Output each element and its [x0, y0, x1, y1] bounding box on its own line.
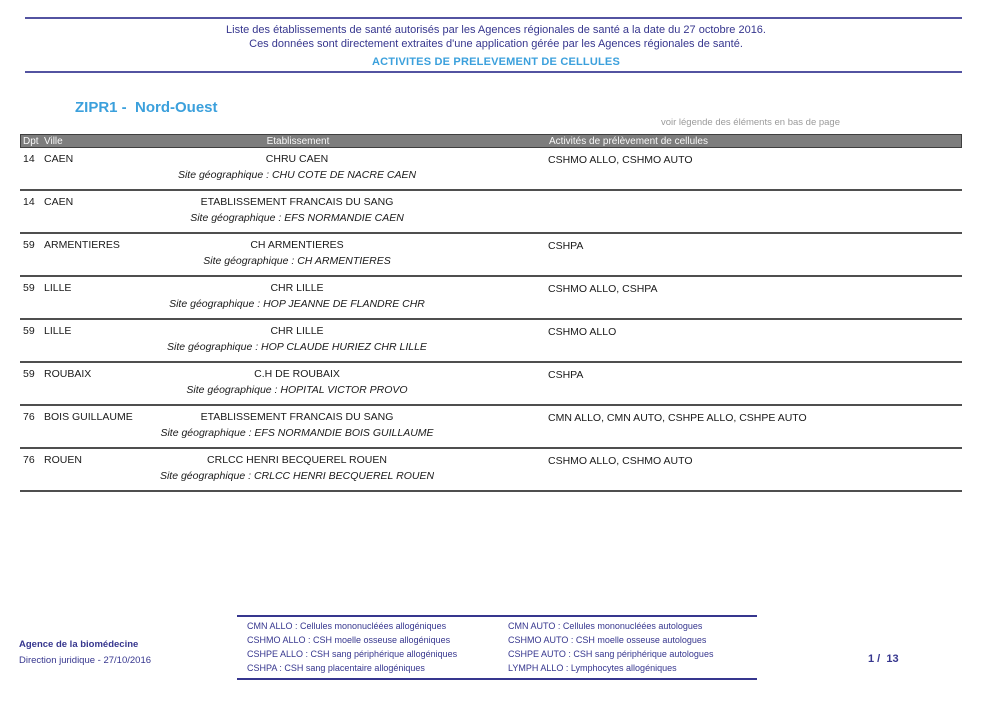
legend-column-right [508, 619, 757, 675]
row-etablissement: CRLCC HENRI BECQUEREL ROUEN [207, 454, 387, 466]
row-site-geographique: Site géographique : HOPITAL VICTOR PROVO [186, 384, 408, 396]
page-number: 1 / 13 [868, 653, 899, 665]
row-ville: CAEN [44, 196, 74, 208]
row-site-geographique: Site géographique : HOP JEANNE DE FLANDRE CHR [169, 298, 425, 310]
legend-entry: CSHPA : CSH sang placentaire allogéniques [247, 663, 425, 673]
legend-entry: CSHPE ALLO : CSH sang périphérique allogéniques [247, 649, 458, 659]
table-row [20, 363, 962, 406]
row-dpt: 14 [23, 153, 35, 165]
row-activites: CSHPA [548, 240, 584, 252]
header-bottom-rule [25, 71, 962, 73]
table-row [20, 406, 962, 449]
table-row [20, 449, 962, 492]
row-etablissement: CHRU CAEN [265, 153, 329, 165]
legend-box [237, 615, 757, 680]
header-top-rule [25, 17, 962, 19]
row-ville: LILLE [44, 282, 72, 294]
row-activites: CSHMO ALLO [548, 326, 617, 338]
header-line-1: Liste des établissements de santé autorisés par les Agences régionales de santé a la date du 27 octobre 2016. [226, 24, 766, 36]
row-ville: ROUEN [44, 454, 82, 466]
agency-name: Agence de la biomédecine [19, 639, 139, 650]
row-site-geographique: Site géographique : CRLCC HENRI BECQUEREL ROUEN [159, 470, 435, 482]
row-dpt: 59 [23, 325, 35, 337]
row-dpt: 59 [23, 282, 35, 294]
row-activites: CSHMO ALLO, CSHPA [548, 283, 658, 295]
row-etablissement: CHR LILLE [270, 325, 324, 337]
row-site-geographique: Site géographique : EFS NORMANDIE BOIS GUILLAUME [160, 427, 434, 439]
legend-entry: CSHPE AUTO : CSH sang périphérique autologues [508, 649, 714, 659]
row-etablissement: CH ARMENTIERES [250, 239, 344, 251]
column-header-dpt: Dpt [23, 136, 39, 147]
column-header-activites: Activités de prélèvement de cellules [549, 136, 708, 147]
row-activites: CSHMO ALLO, CSHMO AUTO [548, 455, 693, 467]
row-dpt: 14 [23, 196, 35, 208]
row-site-geographique: Site géographique : CH ARMENTIERES [203, 255, 391, 267]
row-ville: LILLE [44, 325, 72, 337]
row-etablissement: C.H DE ROUBAIX [254, 368, 340, 380]
legend-entry: CSHMO AUTO : CSH moelle osseuse autologues [508, 635, 707, 645]
agency-department-date: Direction juridique - 27/10/2016 [19, 655, 152, 666]
row-etablissement: CHR LILLE [270, 282, 324, 294]
row-site-geographique: Site géographique : EFS NORMANDIE CAEN [190, 212, 404, 224]
region-title: ZIPR1 - Nord-Ouest [75, 99, 218, 116]
establishments-table [20, 134, 962, 492]
header-subtitle: ACTIVITES DE PRELEVEMENT DE CELLULES [371, 56, 620, 68]
column-header-ville: Ville [44, 136, 63, 147]
table-header-row [20, 134, 962, 148]
legend-column-left [247, 619, 508, 675]
table-row [20, 320, 962, 363]
row-ville: CAEN [44, 153, 74, 165]
row-dpt: 76 [23, 454, 35, 466]
header-line-2: Ces données sont directement extraites d'une application gérée par les Agences régionales de santé. [249, 38, 743, 50]
legend-note: voir légende des éléments en bas de page [660, 117, 840, 128]
row-activites: CSHPA [548, 369, 584, 381]
table-row [20, 148, 962, 191]
table-row [20, 234, 962, 277]
legend-entry: CMN AUTO : Cellules mononucléées autologues [508, 621, 703, 631]
row-dpt: 59 [23, 239, 35, 251]
row-site-geographique: Site géographique : HOP CLAUDE HURIEZ CHR LILLE [167, 341, 427, 353]
row-ville: ROUBAIX [44, 368, 92, 380]
row-ville: BOIS GUILLAUME [44, 411, 133, 423]
row-dpt: 76 [23, 411, 35, 423]
column-header-etablissement: Etablissement [266, 136, 330, 147]
row-activites: CSHMO ALLO, CSHMO AUTO [548, 154, 693, 166]
legend-entry: CSHMO ALLO : CSH moelle osseuse allogéniques [247, 635, 451, 645]
row-etablissement: ETABLISSEMENT FRANCAIS DU SANG [200, 196, 394, 208]
row-site-geographique: Site géographique : CHU COTE DE NACRE CAEN [177, 169, 417, 181]
row-activites: CMN ALLO, CMN AUTO, CSHPE ALLO, CSHPE AUTO [548, 412, 807, 424]
table-row [20, 277, 962, 320]
legend-entry: CMN ALLO : Cellules mononucléées allogéniques [247, 621, 447, 631]
table-row [20, 191, 962, 234]
table-body [20, 148, 962, 492]
row-dpt: 59 [23, 368, 35, 380]
legend-entry: LYMPH ALLO : Lymphocytes allogéniques [508, 663, 677, 673]
row-ville: ARMENTIERES [44, 239, 120, 251]
row-etablissement: ETABLISSEMENT FRANCAIS DU SANG [200, 411, 394, 423]
